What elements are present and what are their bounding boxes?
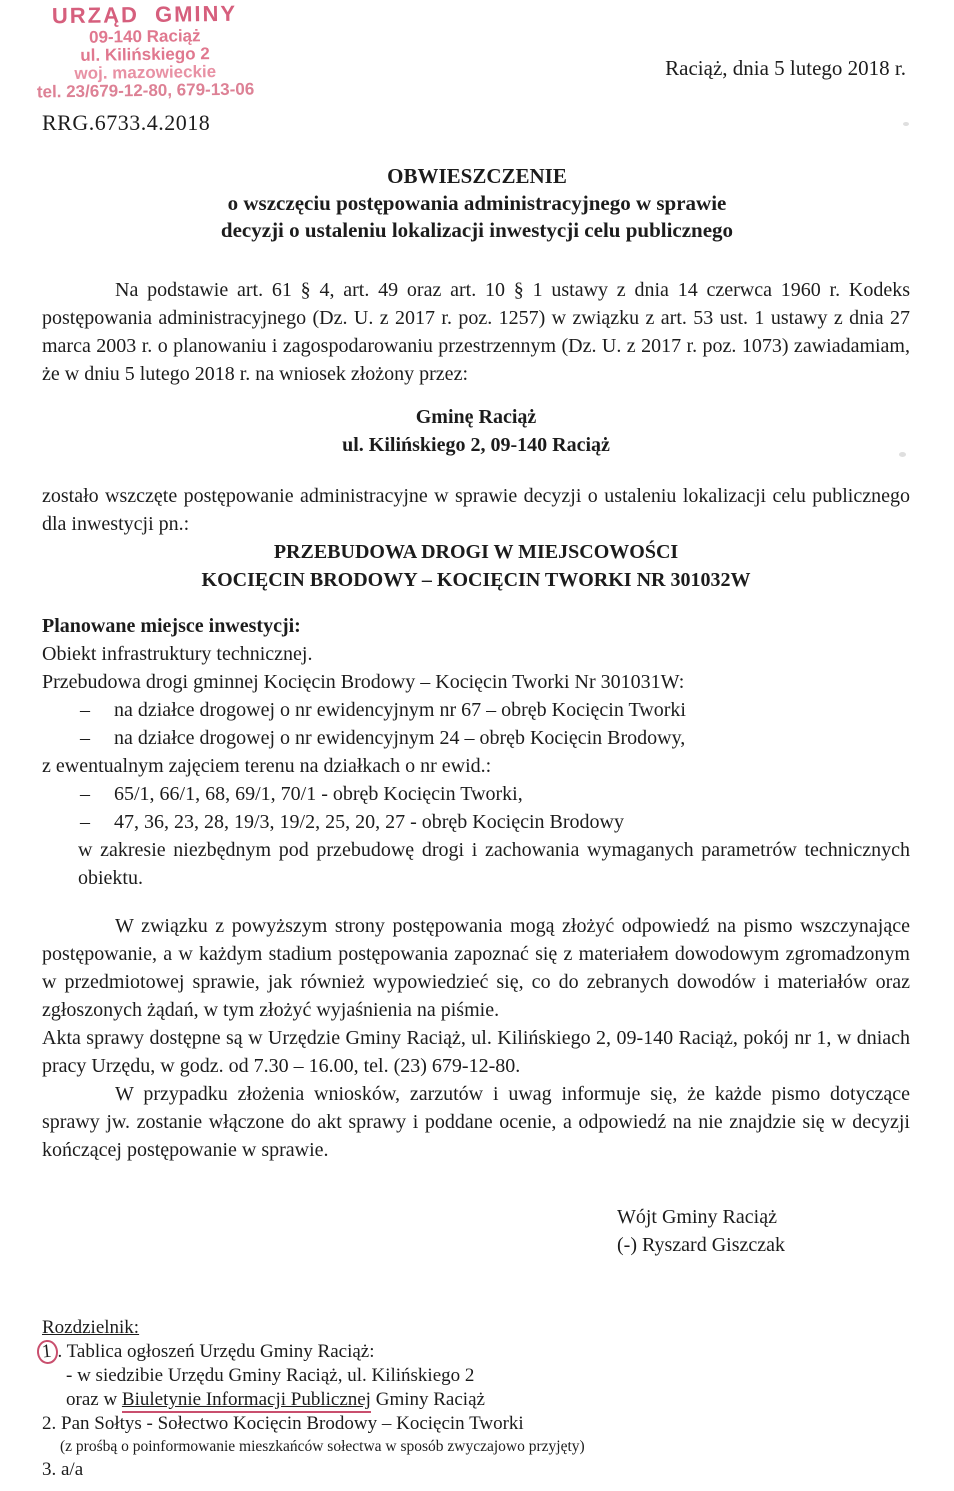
red-circle-annotation: 1 bbox=[36, 1339, 59, 1365]
distribution-item-1-text: . Tablica ogłoszeń Urzędu Gminy Raciąż: bbox=[57, 1341, 375, 1362]
plot-bullet-2 bbox=[42, 724, 910, 752]
distribution-item-1-sub-2 bbox=[42, 1388, 922, 1412]
bullet-dash-icon: – bbox=[80, 699, 90, 721]
applicant-name: Gminę Raciąż bbox=[415, 406, 537, 428]
plots-intro-line: z ewentualnym zajęciem terenu na działkach o nr ewid.: bbox=[42, 755, 492, 777]
announcement-title: OBWIESZCZENIE bbox=[387, 164, 567, 188]
proceeding-paragraph: zostało wszczęte postępowanie administracyjne w sprawie decyzji o ustaleniu lokalizacji celu publicznego dla inwestycji pn.: bbox=[42, 485, 910, 535]
scope-note: w zakresie niezbędnym pod przebudowę drogi i zachowania wymaganych parametrów technicznych obiektu. bbox=[78, 839, 910, 889]
legal-basis-paragraph: Na podstawie art. 61 § 4, art. 49 oraz art. 10 § 1 ustawy z dnia 14 czerwca 1960 r. Kodeks postępowania administracyjnego (Dz. U. z 2017 r. poz. 1257) w związku z art. 53 ust. 1 ustawy z dnia 27 marca 2003 r. o planowaniu i zagospodarowaniu przestrzennym (Dz. U. z 2017 r. poz. 1073) zawiadamiam, że w dniu 5 lutego 2018 r. na wniosek złożony przez: bbox=[42, 279, 910, 385]
title-subtitle-1: o wszczęciu postępowania administracyjnego w sprawie bbox=[227, 191, 727, 215]
bullet-dash-icon: – bbox=[80, 727, 90, 749]
location-road-line: Przebudowa drogi gminnej Kocięcin Brodowy – Kocięcin Tworki Nr 301031W: bbox=[42, 671, 685, 693]
distribution-heading: Rozdzielnik: bbox=[42, 1317, 140, 1338]
distribution-item-1-sub-1: - w siedzibie Urzędu Gminy Raciąż, ul. Kilińskiego 2 bbox=[66, 1365, 475, 1386]
plot-bullet-3-text: 65/1, 66/1, 68, 69/1, 70/1 - obręb Kocięcin Tworki, bbox=[114, 783, 523, 805]
legal-basis-block bbox=[42, 276, 910, 388]
distribution-item-1 bbox=[42, 1340, 922, 1364]
title-block bbox=[0, 163, 954, 244]
stamp-street: ul. Kilińskiego 2 bbox=[80, 44, 210, 65]
distribution-list bbox=[42, 1316, 922, 1482]
office-stamp bbox=[21, 0, 268, 101]
distribution-item-3: 3. a/a bbox=[42, 1459, 84, 1480]
document-date: Raciąż, dnia 5 lutego 2018 r. bbox=[665, 56, 906, 80]
distribution-item-2-note: (z prośbą o poinformowanie mieszkańców sołectwa w sposób zwyczajowo przyjęty) bbox=[60, 1438, 585, 1455]
plot-bullet-3 bbox=[42, 780, 910, 808]
investment-location-heading: Planowane miejsce inwestycji: bbox=[42, 615, 301, 637]
project-name-line-2: KOCIĘCIN BRODOWY – KOCIĘCIN TWORKI NR 301032W bbox=[201, 569, 751, 591]
scan-artifact bbox=[903, 122, 909, 126]
rights-paragraph: W związku z powyższym strony postępowania mogą złożyć odpowiedź na pismo wszczynające postępowanie, a w każdym stadium postępowania zapoznać się z materiałem dowodowym zgromadzonym w przedmiotowej sprawie, jak również wypowiedzieć się, co do zebranych dowodów i materiałów oraz zgłoszonych żądań, w tym złożyć wyjaśnienia na piśmie. bbox=[42, 915, 910, 1021]
plot-bullet-4 bbox=[42, 808, 910, 836]
plot-bullet-2-text: na działce drogowej o nr ewidencyjnym 24 – obręb Kocięcin Brodowy, bbox=[114, 727, 686, 749]
project-name-line-1: PRZEBUDOWA DROGI W MIEJSCOWOŚCI bbox=[273, 541, 679, 563]
plot-bullet-1 bbox=[42, 696, 910, 724]
stamp-office-name: URZĄD GMINY bbox=[51, 0, 238, 29]
applicant-address: ul. Kilińskiego 2, 09-140 Raciąż bbox=[342, 434, 610, 456]
reference-number: RRG.6733.4.2018 bbox=[42, 110, 211, 135]
project-name-block bbox=[42, 538, 910, 594]
bip-suffix: Gminy Raciąż bbox=[370, 1389, 485, 1410]
files-access-paragraph: Akta sprawy dostępne są w Urzędzie Gminy Raciąż, ul. Kilińskiego 2, 09-140 Raciąż, pokój nr 1, w dniach pracy Urzędu, w godz. od 7.30 – 16.00, tel. (23) 679-12-80. bbox=[42, 1027, 910, 1077]
plot-bullet-1-text: na działce drogowej o nr ewidencyjnym nr 67 – obręb Kocięcin Tworki bbox=[114, 699, 686, 721]
information-paragraphs-block bbox=[42, 912, 910, 1164]
investment-location-block bbox=[42, 612, 910, 892]
scan-artifact bbox=[899, 452, 906, 457]
plot-bullet-4-text: 47, 36, 23, 28, 19/3, 19/2, 25, 20, 27 - obręb Kocięcin Brodowy bbox=[114, 811, 624, 833]
bullet-dash-icon: – bbox=[80, 811, 90, 833]
applicant-block bbox=[42, 403, 910, 459]
stamp-postal-city: 09-140 Raciąż bbox=[88, 26, 201, 47]
distribution-item-2: 2. Pan Sołtys - Sołectwo Kocięcin Brodowy – Kocięcin Tworki bbox=[42, 1413, 524, 1434]
signature-name: (-) Ryszard Giszczak bbox=[617, 1234, 786, 1256]
proceeding-block bbox=[42, 482, 910, 538]
bip-prefix: oraz w bbox=[66, 1389, 122, 1410]
stamp-voivodeship: woj. mazowieckie bbox=[74, 62, 217, 83]
title-subtitle-2: decyzji o ustaleniu lokalizacji inwestycji celu publicznego bbox=[220, 218, 734, 242]
signature-title: Wójt Gminy Raciąż bbox=[617, 1206, 777, 1228]
submissions-paragraph: W przypadku złożenia wniosków, zarzutów i uwag informuje się, że każde pismo dotyczące sprawy jw. zostanie włączone do akt sprawy i poddane ocenie, a odpowiedź na nie znajdzie się w decyzji kończącej postępowanie w sprawie. bbox=[42, 1083, 910, 1161]
signature-block bbox=[617, 1203, 785, 1259]
bullet-dash-icon: – bbox=[80, 783, 90, 805]
bip-link-underlined: Biuletynie Informacji Publicznej bbox=[122, 1389, 371, 1413]
location-object-line: Obiekt infrastruktury technicznej. bbox=[42, 643, 313, 665]
stamp-phone: tel. 23/679-12-80, 679-13-06 bbox=[36, 79, 255, 102]
